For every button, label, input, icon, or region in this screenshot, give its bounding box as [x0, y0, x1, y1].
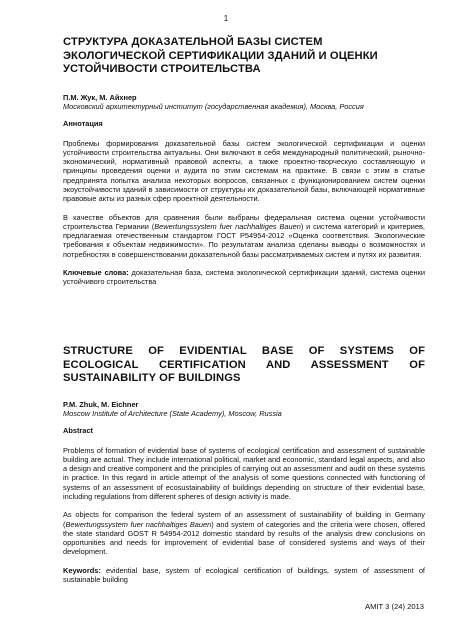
ru-authors: П.М. Жук, М. Айхнер — [63, 92, 137, 102]
en-abstract-paragraph-1: Problems of formation of evidential base of systems of ecological certification and assessment of sustainable building are actual. They include international political, market and economic, standard legal aspects, and also a design and creative component and the principles of carrying out an assessment and audit on these systems in practice. In this regard in article attempt of the analysis of some questions connected with functioning of systems of an assessment of ecosustainability of buildings depending on structure of their evidential base, including regulations from different spheres of design activity is made. — [63, 445, 425, 501]
en-keywords-label: Keywords: — [63, 565, 101, 575]
en-affiliation: Moscow Institute of Architecture (State Academy), Moscow, Russia — [63, 408, 282, 418]
en-keywords — [63, 566, 425, 585]
en-abstract-paragraph-2 — [63, 510, 425, 556]
russian-section — [63, 36, 425, 296]
ru-abstract-paragraph-2 — [63, 213, 425, 259]
ru-keywords — [63, 268, 425, 287]
ru-para2-text-a: В качестве объектов для сравнения были выбраны федеральная система оценки устойчивости строительства Германии ( — [63, 212, 425, 231]
ru-title: СТРУКТУРА ДОКАЗАТЕЛЬНОЙ БАЗЫ СИСТЕМ ЭКОЛОГИЧЕСКОЙ СЕРТИФИКАЦИИ ЗДАНИЙ И ОЦЕНКИ УСТОЙЧИВОСТИ СТРОИТЕЛЬСТВА — [63, 36, 378, 75]
en-para2-text-b: ) and system of categories and the criteria were chosen, offered the state standard GOST R 54954-2012 domestic standard by results of the analysis drew conclusions on opportunities and needs for improvement of evidential base of considered systems and ways of their development. — [63, 519, 425, 557]
en-authors: P.M. Zhuk, M. Eichner — [63, 399, 139, 409]
ru-keywords-text: доказательная база, система экологической сертификации зданий, система оценки устойчивого строительства — [63, 268, 425, 287]
ru-keywords-label: Ключевые слова: — [63, 268, 129, 278]
en-keywords-text: evidential base, system of ecological certification of buildings, system of assessment of sustainable building — [63, 565, 425, 585]
ru-para2-system-name: Bewertungssystem fuer nachhaltiges Bauen — [154, 221, 301, 231]
en-abstract-label: Abstract — [63, 425, 93, 435]
en-title: STRUCTURE OF EVIDENTIAL BASE OF SYSTEMS OF ECOLOGICAL CERTIFICATION AND ASSESSMENT OF SUSTAINABILITY OF BUILDINGS — [63, 345, 425, 384]
ru-abstract-label: Аннотация — [63, 118, 103, 128]
en-para2-system-name: Bewertungssystem fuer nachhaltiges Bauen — [65, 519, 212, 529]
ru-para2-text-b: ) и система категорий и критериев, предлагаемая отечественным стандартом ГОСТ Р54954-2012 «Оценка соответствия. Экологические требования к объектам недвижимости». По результатам анализа сделаны выводы о возможностях и потребностях в совершенствовании доказательной базы рассматриваемых систем и путях их развития. — [63, 221, 425, 259]
ru-affiliation: Московский архитектурный институт (государственная академия), Москва, Россия — [63, 101, 364, 111]
journal-footer: AMIT 3 (24) 2013 — [365, 602, 424, 611]
en-para2-text-a: As objects for comparison the federal system of an assessment of sustainability of building in Germany ( — [63, 510, 425, 529]
page-number: 1 — [223, 14, 229, 23]
english-section — [63, 345, 425, 593]
ru-abstract-paragraph-1: Проблемы формирования доказательной базы систем экологической сертификации и оценки устойчивости строительства актуальны. Они включают в себя международный политический, рыночно-экономический, нормативный правовой аспекты, а также проектно-творческую составляющую и принципы проведения оценки и аудита по этим системам на практике. В связи с этим в статье предпринята попытка анализа некоторых вопросов, связанных с функционированием систем оценки экоустойчивости зданий в зависимости от структуры их доказательной базы, включающей нормативные правовые акты из разных сфер проектной деятельности. — [63, 138, 425, 204]
